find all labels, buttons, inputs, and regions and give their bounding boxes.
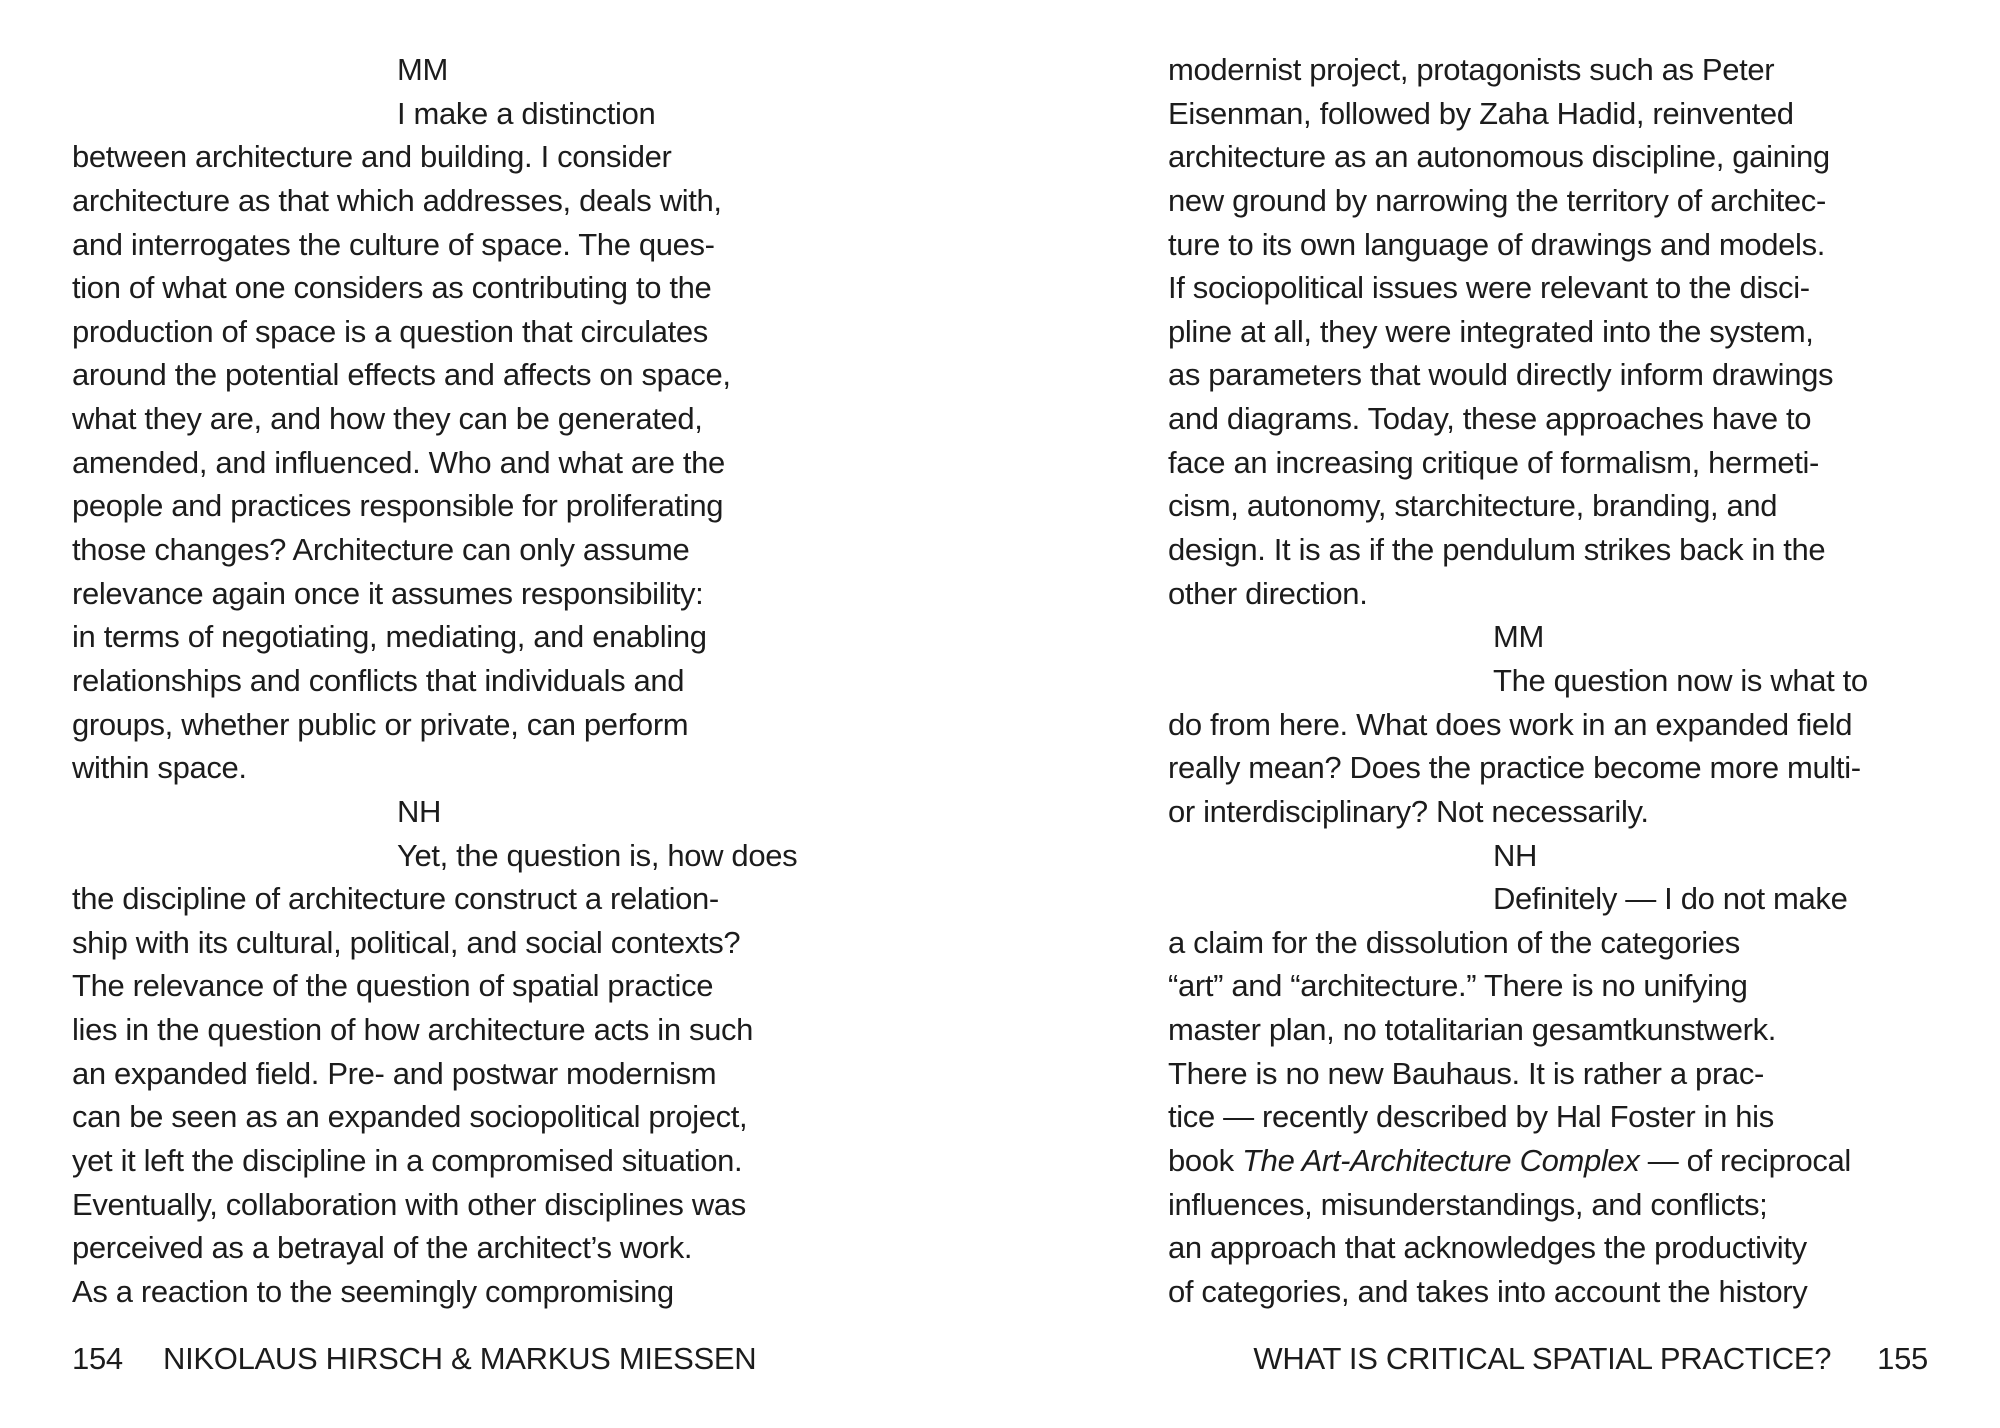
left-page-text-column — [72, 48, 852, 1314]
text-line: As a reaction to the seemingly compromising — [72, 1273, 674, 1309]
text-line: an approach that acknowledges the productivity — [1168, 1230, 1807, 1266]
text-line: groups, whether public or private, can perform — [72, 706, 689, 742]
running-head-authors: NIKOLAUS HIRSCH & MARKUS MIESSEN — [163, 1341, 757, 1376]
page-number: 154 — [72, 1341, 123, 1376]
left-page-footer — [72, 1339, 756, 1379]
text-line: architecture as an autonomous discipline, gaining — [1168, 139, 1830, 175]
text-line: ship with its cultural, political, and social contexts? — [72, 924, 741, 960]
text-line: Definitely — I do not make — [1493, 881, 1848, 917]
text-line: or interdisciplinary? Not necessarily. — [1168, 793, 1649, 829]
text-line: in terms of negotiating, mediating, and enabling — [72, 619, 707, 655]
text-line: I make a distinction — [397, 95, 656, 131]
text-line: as parameters that would directly inform drawings — [1168, 357, 1834, 393]
text-line: and interrogates the culture of space. The ques- — [72, 226, 715, 262]
book-title-italic: The Art-Architecture Complex — [1242, 1143, 1640, 1179]
text-line: new ground by narrowing the territory of architec- — [1168, 182, 1826, 218]
text-line: relationships and conflicts that individuals and — [72, 662, 685, 698]
text-line: Yet, the question is, how does — [397, 837, 798, 873]
text-line: production of space is a question that circulates — [72, 313, 708, 349]
text-line: cism, autonomy, starchitecture, branding, and — [1168, 488, 1778, 524]
text-line: There is no new Bauhaus. It is rather a prac- — [1168, 1055, 1764, 1091]
text-line: can be seen as an expanded sociopolitical project, — [72, 1099, 748, 1135]
text-line: tion of what one considers as contributing to the — [72, 270, 712, 306]
text-line: within space. — [72, 750, 247, 786]
right-page — [1000, 0, 2000, 1428]
text-line: “art” and “architecture.” There is no unifying — [1168, 968, 1748, 1004]
text-segment: — of reciprocal — [1639, 1143, 1851, 1179]
text-line: design. It is as if the pendulum strikes back in the — [1168, 532, 1826, 568]
text-line: architecture as that which addresses, deals with, — [72, 182, 722, 218]
text-line: do from here. What does work in an expanded field — [1168, 706, 1853, 742]
speaker-label: MM — [397, 52, 448, 87]
text-line: the discipline of architecture construct a relation- — [72, 881, 719, 917]
text-line: face an increasing critique of formalism, hermeti- — [1168, 444, 1819, 480]
speaker-label: MM — [1493, 619, 1544, 655]
text-line: influences, misunderstandings, and conflicts; — [1168, 1186, 1768, 1222]
text-line — [1168, 1139, 1948, 1183]
text-line: amended, and influenced. Who and what are the — [72, 444, 725, 480]
text-line: Eventually, collaboration with other disciplines was — [72, 1186, 746, 1222]
text-line: around the potential effects and affects on space, — [72, 357, 731, 393]
right-page-footer — [1253, 1339, 1928, 1379]
text-line: really mean? Does the practice become more multi- — [1168, 750, 1861, 786]
text-line: a claim for the dissolution of the categories — [1168, 924, 1740, 960]
page-number: 155 — [1877, 1341, 1928, 1376]
text-line: of categories, and takes into account the history — [1168, 1273, 1808, 1309]
text-line: modernist project, protagonists such as Peter — [1168, 52, 1775, 87]
text-line: yet it left the discipline in a compromised situation. — [72, 1143, 743, 1179]
text-line: an expanded field. Pre- and postwar modernism — [72, 1055, 717, 1091]
running-head-title: WHAT IS CRITICAL SPATIAL PRACTICE? — [1253, 1341, 1832, 1376]
text-line: The relevance of the question of spatial practice — [72, 968, 714, 1004]
text-line: between architecture and building. I consider — [72, 139, 672, 175]
text-line: people and practices responsible for proliferating — [72, 488, 724, 524]
right-page-text-column — [1168, 48, 1948, 1314]
text-line: those changes? Architecture can only assume — [72, 532, 690, 568]
text-line: what they are, and how they can be generated, — [72, 401, 703, 437]
text-line: lies in the question of how architecture acts in such — [72, 1012, 754, 1048]
text-line: perceived as a betrayal of the architect’s work. — [72, 1230, 693, 1266]
text-line: master plan, no totalitarian gesamtkunstwerk. — [1168, 1012, 1776, 1048]
text-line: tice — recently described by Hal Foster in his — [1168, 1099, 1774, 1135]
text-line: other direction. — [1168, 575, 1368, 611]
text-segment: book — [1168, 1143, 1243, 1179]
text-line: The question now is what to — [1493, 662, 1868, 698]
text-line: relevance again once it assumes responsibility: — [72, 575, 704, 611]
text-line: If sociopolitical issues were relevant to the disci- — [1168, 270, 1810, 306]
text-line: ture to its own language of drawings and models. — [1168, 226, 1825, 262]
text-line: Eisenman, followed by Zaha Hadid, reinvented — [1168, 95, 1794, 131]
text-line: and diagrams. Today, these approaches have to — [1168, 401, 1812, 437]
speaker-label: NH — [397, 793, 442, 829]
text-line: pline at all, they were integrated into the system, — [1168, 313, 1814, 349]
speaker-label: NH — [1493, 837, 1538, 873]
